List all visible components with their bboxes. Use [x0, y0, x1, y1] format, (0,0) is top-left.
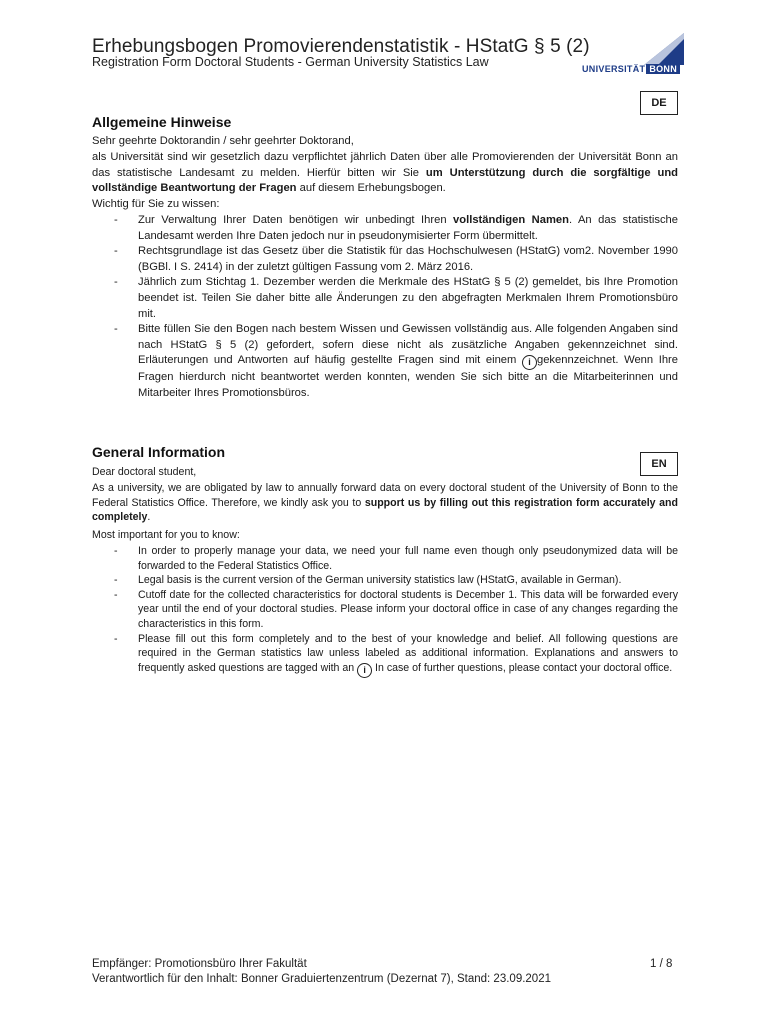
list-item: - Legal basis is the current version of the German university statistics law (HStatG, available in German). — [114, 574, 622, 587]
document-title: Erhebungsbogen Promovierendenstatistik - HStatG § 5 (2) — [92, 36, 590, 57]
footer-responsible: Verantwortlich für den Inhalt: Bonner Graduiertenzentrum (Dezernat 7), Stand: 23.09.2021 — [92, 973, 551, 985]
section-title-de: Allgemeine Hinweise — [92, 114, 232, 130]
notes-list-en — [92, 544, 678, 678]
list-item: - Jährlich zum Stichtag 1. Dezember werden die Merkmale des HStatG § 5 (2) gemeldet, bis Ihre Promotion beendet ist. Teilen Sie daher bitte alle Änderungen zu den abgefragten Merkmalen Ihrem Promotionsbüro mit. — [114, 276, 678, 320]
intro-paragraph-de: als Universität sind wir gesetzlich dazu verpflichtet jährlich Daten über alle Promovierenden der Universität Bonn an das statistische Landesamt zu melden. Hierfür bitten wir Sie um Unterstützung durch die sorgfältige und vollständige Beantwortung der Fragen auf diesem Erhebungsbogen. — [92, 151, 678, 195]
list-item: - Zur Verwaltung Ihrer Daten benötigen wir unbedingt Ihren vollständigen Namen. An das statistische Landesamt werden Ihre Daten jedoch nur in pseudonymisierter Form übermittelt. — [114, 214, 679, 242]
document-subtitle: Registration Form Doctoral Students - German University Statistics Law — [92, 55, 489, 69]
list-item: - Rechtsgrundlage ist das Gesetz über die Statistik für das Hochschulwesen (HStatG) vom2. November 1990 (BGBl. I S. 2414) in der zuletzt gültigen Fassung vom 2. März 2016. — [114, 245, 678, 273]
list-item: - Cutoff date for the collected characteristics for doctoral students is December 1. This data will be forwarded every year until the end of your doctoral studies. Please inform your doctoral office in case of any changes regarding the characteristics in this form. — [114, 588, 678, 630]
info-icon: i — [522, 355, 537, 370]
lead-de: Wichtig für Sie zu wissen: — [92, 198, 220, 210]
logo-wordmark: UNIVERSITÄT BONN — [582, 64, 680, 74]
language-badge-en: EN — [640, 452, 678, 476]
info-icon: i — [357, 663, 372, 678]
footer-recipient: Empfänger: Promotionsbüro Ihrer Fakultät — [92, 958, 307, 970]
list-item: - In order to properly manage your data, we need your full name even though only pseudonymized data will be forwarded to the Federal Statistics Office. — [114, 545, 678, 572]
list-item: - Please fill out this form completely and to the best of your knowledge and belief. All following questions are required in the German statistics law unless labeled as additional information. Explanations and answers to frequently asked questions are tagged with an i In case of further questions, please contact your doctoral office. — [92, 632, 678, 678]
list-item: - Bitte füllen Sie den Bogen nach bestem Wissen und Gewissen vollständig aus. Alle folgenden Angaben sind nach HStatG § 5 (2) gefordert, sofern diese nicht als zusätzliche Angaben gekennzeichnet sind. Erläuterungen und Antworten auf häufig gestellte Fragen sind mit einem i gekennzeichnet. Wenn Ihre Fragen hierdurch nicht beantwortet werden konnten, wenden Sie sich bitte an die Mitarbeiterinnen und Mitarbeiter Ihres Promotionsbüros. — [114, 323, 679, 399]
page-number: 1 / 8 — [650, 958, 673, 970]
logo-mark-icon — [644, 33, 684, 65]
language-badge-de: DE — [640, 91, 678, 115]
section-title-en: General Information — [92, 444, 226, 460]
university-logo — [582, 33, 686, 75]
intro-paragraph-en: As a university, we are obligated by law to annually forward data on every doctoral student of the University of Bonn to the Federal Statistics Office. Therefore, we kindly ask you to support us by filling out this registration form accurately and completely. — [92, 482, 678, 524]
lead-en: Most important for you to know: — [92, 529, 240, 541]
notes-list-de — [92, 213, 678, 402]
salutation-en: Dear doctoral student, — [92, 466, 197, 478]
salutation-de: Sehr geehrte Doktorandin / sehr geehrter Doktorand, — [92, 135, 354, 147]
